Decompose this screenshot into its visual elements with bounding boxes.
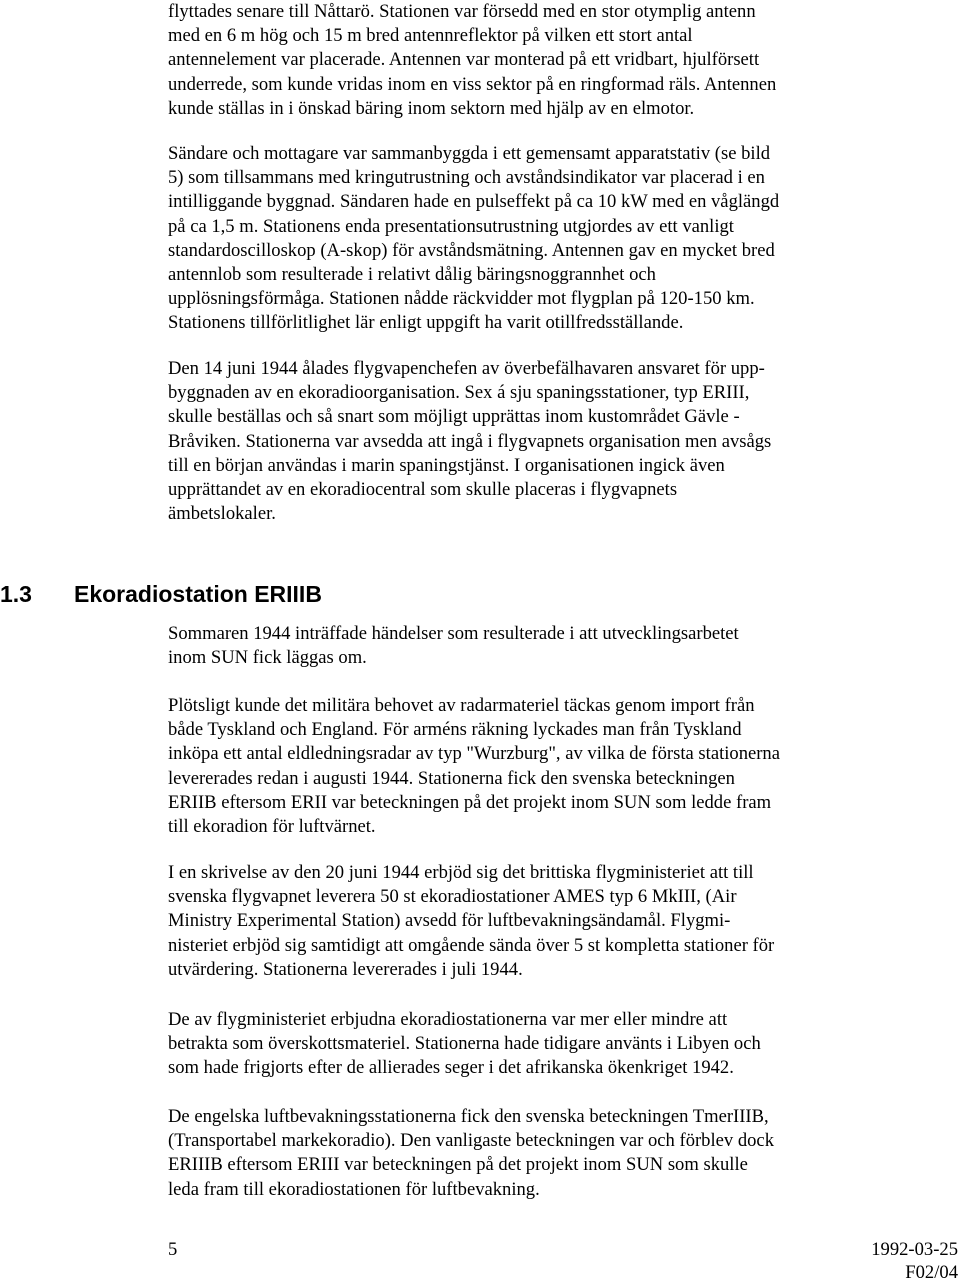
text-line: inom SUN fick läggas om. <box>168 647 367 669</box>
text-line: utvärdering. Stationerna levererades i juli 1944. <box>168 958 523 980</box>
text-line: Stationens tillförlitlighet lär enligt uppgift ha varit otillfredsställande. <box>168 312 684 334</box>
section-number: 1.3 <box>0 581 32 607</box>
paragraph-4 <box>168 622 958 670</box>
text-line: ämbetslokaler. <box>168 503 276 525</box>
text-line: betrakta som överskottsmateriel. Stationerna hade tidigare använts i Libyen och <box>168 1033 761 1055</box>
paragraph-2 <box>168 142 958 336</box>
paragraph-5 <box>168 694 958 839</box>
text-line: antennelement var placerade. Antennen var monterad på ett vridbart, hjulförsett <box>168 49 760 71</box>
text-line: intilliggande byggnad. Sändaren hade en pulseffekt på ca 10 kW med en våglängd <box>168 191 780 213</box>
section-title: Ekoradiostation ERIIIB <box>74 581 322 607</box>
page-number: 5 <box>168 1239 178 1260</box>
text-line: på ca 1,5 m. Stationens enda presentationsutrustning utgjordes av ett vanligt <box>168 215 734 237</box>
text-line: upplösningsförmåga. Stationen nådde räckvidder mot flygplan på 120-150 km. <box>168 288 755 310</box>
text-line: byggnaden av en ekoradioorganisation. Sex á sju spaningsstationer, typ ERIII, <box>168 382 750 404</box>
footer-date: 1992-03-25 <box>871 1239 958 1260</box>
text-line: De av flygministeriet erbjudna ekoradiostationerna var mer eller mindre att <box>168 1009 728 1030</box>
text-line: till en början användas i marin spaningstjänst. I organisationen ingick även <box>168 454 725 476</box>
text-line: I en skrivelse av den 20 juni 1944 erbjöd sig det brittiska flygministeriet att till <box>168 862 754 883</box>
text-line: inköpa ett antal eldledningsradar av typ "Wurzburg", av vilka de första stationerna <box>168 743 780 765</box>
text-line: både Tyskland och England. För arméns räkning lyckades man från Tyskland <box>168 719 742 741</box>
section-heading <box>0 579 700 609</box>
text-line: standardoscilloskop (A-skop) för avståndsmätning. Antennen gav en mycket bred <box>168 239 775 261</box>
text-line: till ekoradion för luftvärnet. <box>168 816 376 838</box>
paragraph-6 <box>168 861 958 982</box>
text-line: De engelska luftbevakningsstationerna fick den svenska beteckningen TmerIIIB, <box>168 1106 769 1127</box>
text-line: upprättandet av en ekoradiocentral som skulle placeras i flygvapnets <box>168 479 678 501</box>
text-line: Sommaren 1944 inträffade händelser som resulterade i att utvecklingsarbetet <box>168 623 739 644</box>
text-line: nisteriet erbjöd sig samtidigt att omgående sända över 5 st kompletta stationer för <box>168 934 775 956</box>
text-line: leda fram till ekoradiostationen för luftbevakning. <box>168 1178 540 1200</box>
text-line: Ministry Experimental Station) avsedd för luftbevakningsändamål. Flygmi- <box>168 910 731 932</box>
text-line: med en 6 m hög och 15 m bred antennreflektor på vilken ett stort antal <box>168 25 693 47</box>
text-line: underrede, som kunde vridas inom en viss sektor på en ringformad räls. Antennen <box>168 73 777 95</box>
footer-info <box>871 1238 958 1284</box>
paragraph-3 <box>168 357 958 526</box>
text-line: ERIIB eftersom ERII var beteckningen på det projekt inom SUN som ledde fram <box>168 791 772 813</box>
text-line: Plötsligt kunde det militära behovet av radarmateriel täckas genom import från <box>168 695 755 716</box>
text-line: skulle beställas och så snart som möjligt upprättas inom kustområdet Gävle - <box>168 406 740 428</box>
text-line: som hade frigjorts efter de allierades seger i det afrikanska ökenkriget 1942. <box>168 1057 734 1079</box>
footer-doc-id: F02/04 <box>905 1262 958 1283</box>
text-line: Den 14 juni 1944 ålades flygvapenchefen av överbefälhavaren ansvaret för upp- <box>168 358 765 379</box>
text-line: Bråviken. Stationerna var avsedda att ingå i flygvapnets organisation men avsågs <box>168 430 772 452</box>
text-line: 5) som tillsammans med kringutrustning och avståndsindikator var placerad i en <box>168 167 765 189</box>
text-line: (Transportabel markekoradio). Den vanligaste beteckningen var och förblev dock <box>168 1130 774 1152</box>
paragraph-1 <box>168 0 958 121</box>
paragraph-8 <box>168 1105 958 1202</box>
text-line: kunde ställas in i önskad bäring inom sektorn med hjälp av en elmotor. <box>168 97 695 119</box>
text-line: flyttades senare till Nåttarö. Stationen var försedd med en stor otymplig antenn <box>168 1 756 22</box>
text-line: ERIIIB eftersom ERIII var beteckningen på det projekt inom SUN som skulle <box>168 1154 748 1176</box>
text-line: svenska flygvapnet leverera 50 st ekoradiostationer AMES typ 6 MkIII, (Air <box>168 886 737 908</box>
text-line: levererades redan i augusti 1944. Stationerna fick den svenska beteckningen <box>168 767 735 789</box>
text-line: antennlob som resulterade i relativt dålig bäringsnoggrannhet och <box>168 264 656 286</box>
text-line: Sändare och mottagare var sammanbyggda i ett gemensamt apparatstativ (se bild <box>168 143 771 164</box>
paragraph-7 <box>168 1008 958 1081</box>
